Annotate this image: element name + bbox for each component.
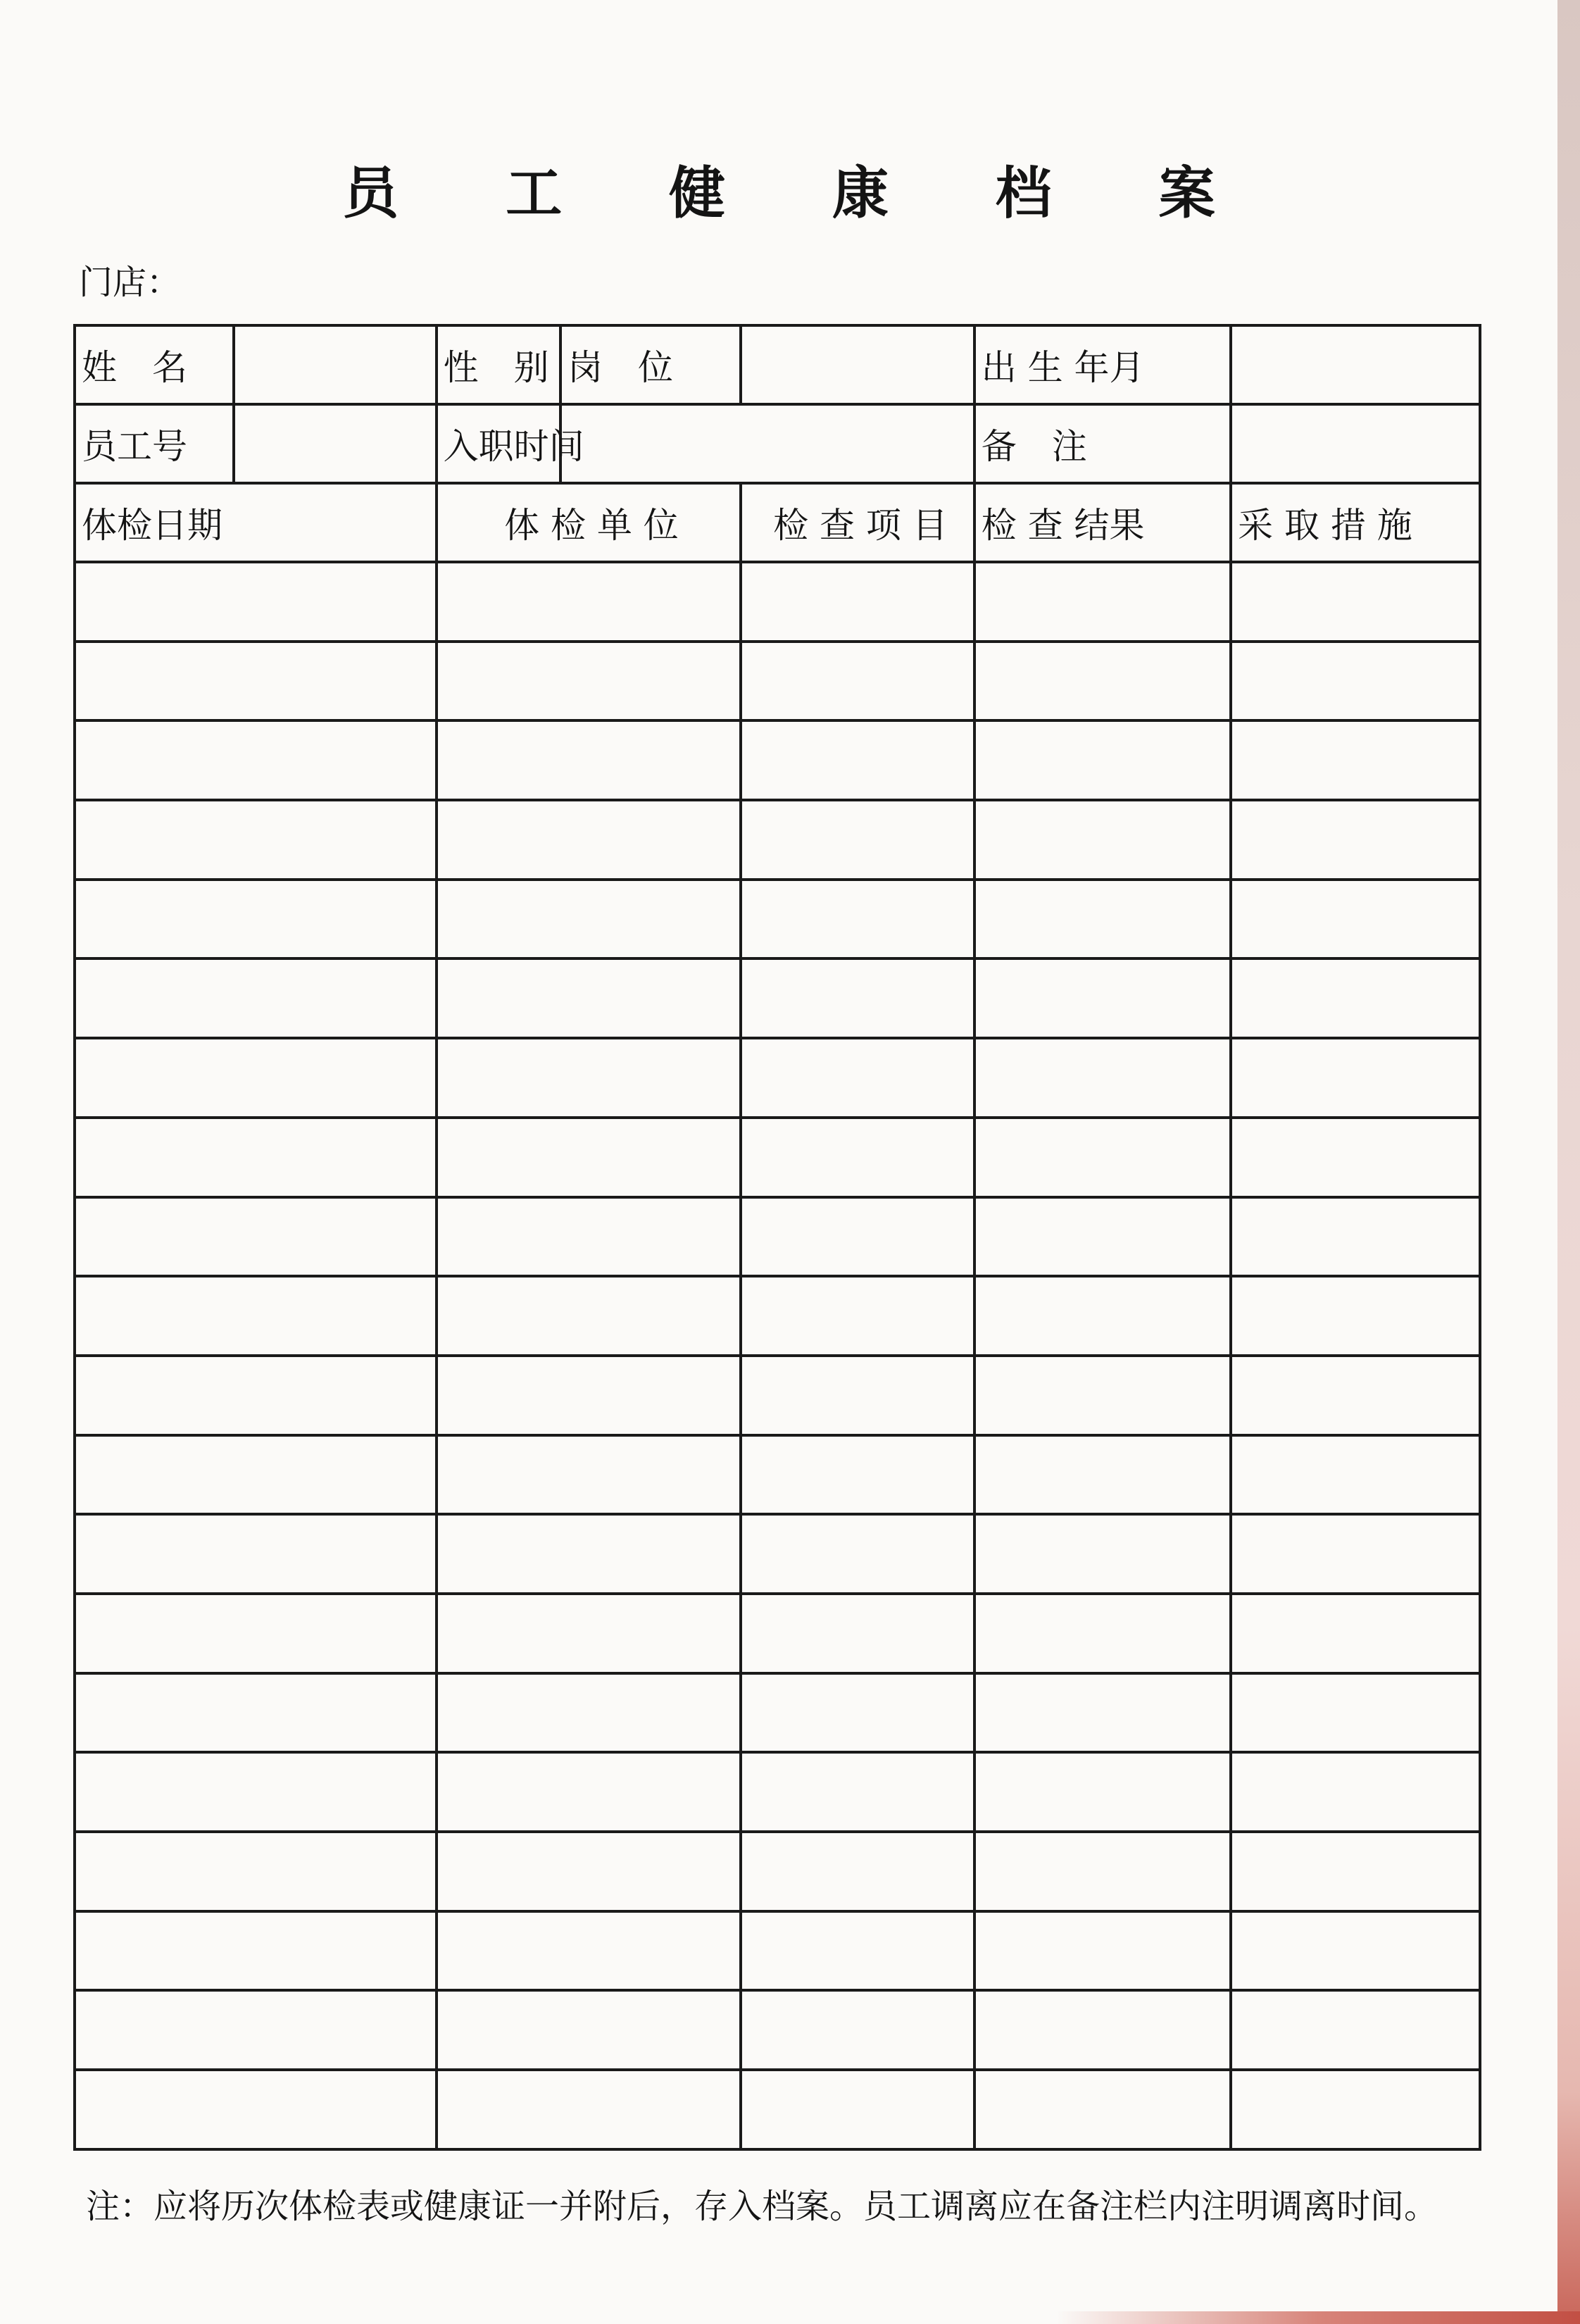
measures-cell[interactable] — [1231, 958, 1480, 1038]
exam-items-cell[interactable] — [741, 720, 974, 800]
exam-result-cell[interactable] — [974, 1435, 1231, 1515]
hire-date-value-cell[interactable] — [560, 404, 974, 483]
name-label: 姓 名 — [75, 325, 234, 404]
exam-unit-cell[interactable] — [437, 958, 741, 1038]
table-row — [75, 1673, 1480, 1753]
table-row — [75, 958, 1480, 1038]
exam-date-cell[interactable] — [75, 1832, 437, 1911]
exam-result-cell[interactable] — [974, 2070, 1231, 2149]
exam-unit-cell[interactable] — [437, 562, 741, 642]
measures-cell[interactable] — [1231, 880, 1480, 959]
exam-date-cell[interactable] — [75, 1752, 437, 1832]
column-header-measures: 采 取 措 施 — [1231, 483, 1480, 562]
exam-items-cell[interactable] — [741, 1594, 974, 1673]
exam-result-cell[interactable] — [974, 1118, 1231, 1197]
measures-cell[interactable] — [1231, 1197, 1480, 1277]
measures-cell[interactable] — [1231, 1118, 1480, 1197]
position-label: 岗 位 — [560, 325, 741, 404]
measures-cell[interactable] — [1231, 1911, 1480, 1991]
exam-result-cell[interactable] — [974, 1752, 1231, 1832]
exam-unit-cell[interactable] — [437, 1990, 741, 2070]
exam-items-cell[interactable] — [741, 880, 974, 959]
exam-result-cell[interactable] — [974, 880, 1231, 959]
measures-cell[interactable] — [1231, 1673, 1480, 1753]
exam-result-cell[interactable] — [974, 1038, 1231, 1118]
table-row — [75, 1197, 1480, 1277]
exam-result-cell[interactable] — [974, 1594, 1231, 1673]
footnote: 注：应将历次体检表或健康证一并附后，存入档案。员工调离应在备注栏内注明调离时间。 — [86, 2187, 1438, 2226]
column-header-unit: 体 检 单 位 — [437, 483, 741, 562]
exam-date-cell[interactable] — [75, 1514, 437, 1594]
exam-unit-cell[interactable] — [437, 1435, 741, 1515]
exam-date-cell[interactable] — [75, 1038, 437, 1118]
exam-items-cell[interactable] — [741, 1197, 974, 1277]
exam-result-cell[interactable] — [974, 800, 1231, 880]
column-header-items: 检 查 项 目 — [741, 483, 974, 562]
exam-date-cell[interactable] — [75, 1594, 437, 1673]
measures-cell[interactable] — [1231, 642, 1480, 721]
exam-date-cell[interactable] — [75, 2070, 437, 2149]
column-header-row — [75, 483, 1480, 562]
exam-result-cell[interactable] — [974, 1276, 1231, 1356]
exam-date-cell[interactable] — [75, 880, 437, 959]
exam-unit-cell[interactable] — [437, 1832, 741, 1911]
measures-cell[interactable] — [1231, 1594, 1480, 1673]
exam-date-cell[interactable] — [75, 1276, 437, 1356]
measures-cell[interactable] — [1231, 800, 1480, 880]
exam-items-cell[interactable] — [741, 800, 974, 880]
exam-date-cell[interactable] — [75, 1911, 437, 1991]
exam-unit-cell[interactable] — [437, 2070, 741, 2149]
exam-result-cell[interactable] — [974, 1673, 1231, 1753]
table-row — [75, 1990, 1480, 2070]
measures-cell[interactable] — [1231, 2070, 1480, 2149]
exam-unit-cell[interactable] — [437, 1356, 741, 1435]
birth-label: 出 生 年月 — [974, 325, 1231, 404]
measures-cell[interactable] — [1231, 1514, 1480, 1594]
exam-items-cell[interactable] — [741, 1911, 974, 1991]
page-title: 员 工 健 康 档 案 — [342, 160, 1259, 226]
hire-date-label: 入职时间 — [437, 404, 560, 483]
measures-cell[interactable] — [1231, 1356, 1480, 1435]
measures-cell[interactable] — [1231, 1038, 1480, 1118]
table-row — [75, 1911, 1480, 1991]
exam-unit-cell[interactable] — [437, 1118, 741, 1197]
measures-cell[interactable] — [1231, 1276, 1480, 1356]
table-row — [75, 2070, 1480, 2149]
measures-cell[interactable] — [1231, 1435, 1480, 1515]
exam-unit-cell[interactable] — [437, 800, 741, 880]
exam-result-cell[interactable] — [974, 1990, 1231, 2070]
background-edge-bottom — [1056, 2311, 1580, 2324]
exam-date-cell[interactable] — [75, 1435, 437, 1515]
exam-unit-cell[interactable] — [437, 1276, 741, 1356]
exam-result-cell[interactable] — [974, 642, 1231, 721]
table-row — [75, 720, 1480, 800]
exam-items-cell[interactable] — [741, 1118, 974, 1197]
exam-items-cell[interactable] — [741, 562, 974, 642]
exam-unit-cell[interactable] — [437, 720, 741, 800]
exam-date-cell[interactable] — [75, 800, 437, 880]
exam-date-cell[interactable] — [75, 1197, 437, 1277]
health-record-table — [73, 324, 1481, 2151]
table-row — [75, 1752, 1480, 1832]
exam-items-cell[interactable] — [741, 1276, 974, 1356]
exam-unit-cell[interactable] — [437, 880, 741, 959]
info-row-1 — [75, 325, 1480, 404]
exam-unit-cell[interactable] — [437, 1594, 741, 1673]
exam-result-cell[interactable] — [974, 958, 1231, 1038]
exam-result-cell[interactable] — [974, 562, 1231, 642]
table-row — [75, 1832, 1480, 1911]
exam-items-cell[interactable] — [741, 1514, 974, 1594]
info-row-2 — [75, 404, 1480, 483]
birth-value-cell[interactable] — [1231, 325, 1480, 404]
exam-date-cell[interactable] — [75, 562, 437, 642]
exam-date-cell[interactable] — [75, 642, 437, 721]
table-row — [75, 1356, 1480, 1435]
exam-items-cell[interactable] — [741, 2070, 974, 2149]
column-header-date: 体检日期 — [75, 483, 437, 562]
exam-unit-cell[interactable] — [437, 1752, 741, 1832]
exam-date-cell[interactable] — [75, 1356, 437, 1435]
exam-unit-cell[interactable] — [437, 1911, 741, 1991]
exam-result-cell[interactable] — [974, 1832, 1231, 1911]
table-row — [75, 642, 1480, 721]
exam-items-cell[interactable] — [741, 958, 974, 1038]
remarks-label: 备 注 — [974, 404, 1231, 483]
exam-items-cell[interactable] — [741, 1990, 974, 2070]
exam-items-cell[interactable] — [741, 1038, 974, 1118]
exam-result-cell[interactable] — [974, 1197, 1231, 1277]
store-label: 门店： — [79, 263, 181, 302]
exam-date-cell[interactable] — [75, 1673, 437, 1753]
exam-date-cell[interactable] — [75, 958, 437, 1038]
exam-date-cell[interactable] — [75, 1990, 437, 2070]
measures-cell[interactable] — [1231, 1752, 1480, 1832]
table-row — [75, 1118, 1480, 1197]
exam-items-cell[interactable] — [741, 1356, 974, 1435]
exam-unit-cell[interactable] — [437, 642, 741, 721]
exam-unit-cell[interactable] — [437, 1673, 741, 1753]
table-row — [75, 1276, 1480, 1356]
exam-items-cell[interactable] — [741, 1435, 974, 1515]
exam-result-cell[interactable] — [974, 1356, 1231, 1435]
exam-items-cell[interactable] — [741, 1673, 974, 1753]
table-row — [75, 1514, 1480, 1594]
table-row — [75, 1435, 1480, 1515]
table-row — [75, 1038, 1480, 1118]
name-value-cell[interactable] — [234, 325, 437, 404]
exam-date-cell[interactable] — [75, 1118, 437, 1197]
exam-result-cell[interactable] — [974, 720, 1231, 800]
exam-unit-cell[interactable] — [437, 1197, 741, 1277]
measures-cell[interactable] — [1231, 720, 1480, 800]
employee-no-label: 员工号 — [75, 404, 234, 483]
exam-date-cell[interactable] — [75, 720, 437, 800]
exam-result-cell[interactable] — [974, 1514, 1231, 1594]
exam-items-cell[interactable] — [741, 642, 974, 721]
background-edge — [1557, 0, 1580, 2324]
table-row — [75, 562, 1480, 642]
table-row — [75, 800, 1480, 880]
position-value-cell[interactable] — [741, 325, 974, 404]
exam-unit-cell[interactable] — [437, 1514, 741, 1594]
employee-no-value-cell[interactable] — [234, 404, 437, 483]
exam-items-cell[interactable] — [741, 1832, 974, 1911]
table-row — [75, 880, 1480, 959]
gender-label: 性 别 — [437, 325, 560, 404]
measures-cell[interactable] — [1231, 1990, 1480, 2070]
record-rows — [75, 562, 1480, 2149]
remarks-value-cell[interactable] — [1231, 404, 1480, 483]
exam-items-cell[interactable] — [741, 1752, 974, 1832]
column-header-result: 检 查 结果 — [974, 483, 1231, 562]
exam-unit-cell[interactable] — [437, 1038, 741, 1118]
measures-cell[interactable] — [1231, 562, 1480, 642]
measures-cell[interactable] — [1231, 1832, 1480, 1911]
exam-result-cell[interactable] — [974, 1911, 1231, 1991]
table-row — [75, 1594, 1480, 1673]
